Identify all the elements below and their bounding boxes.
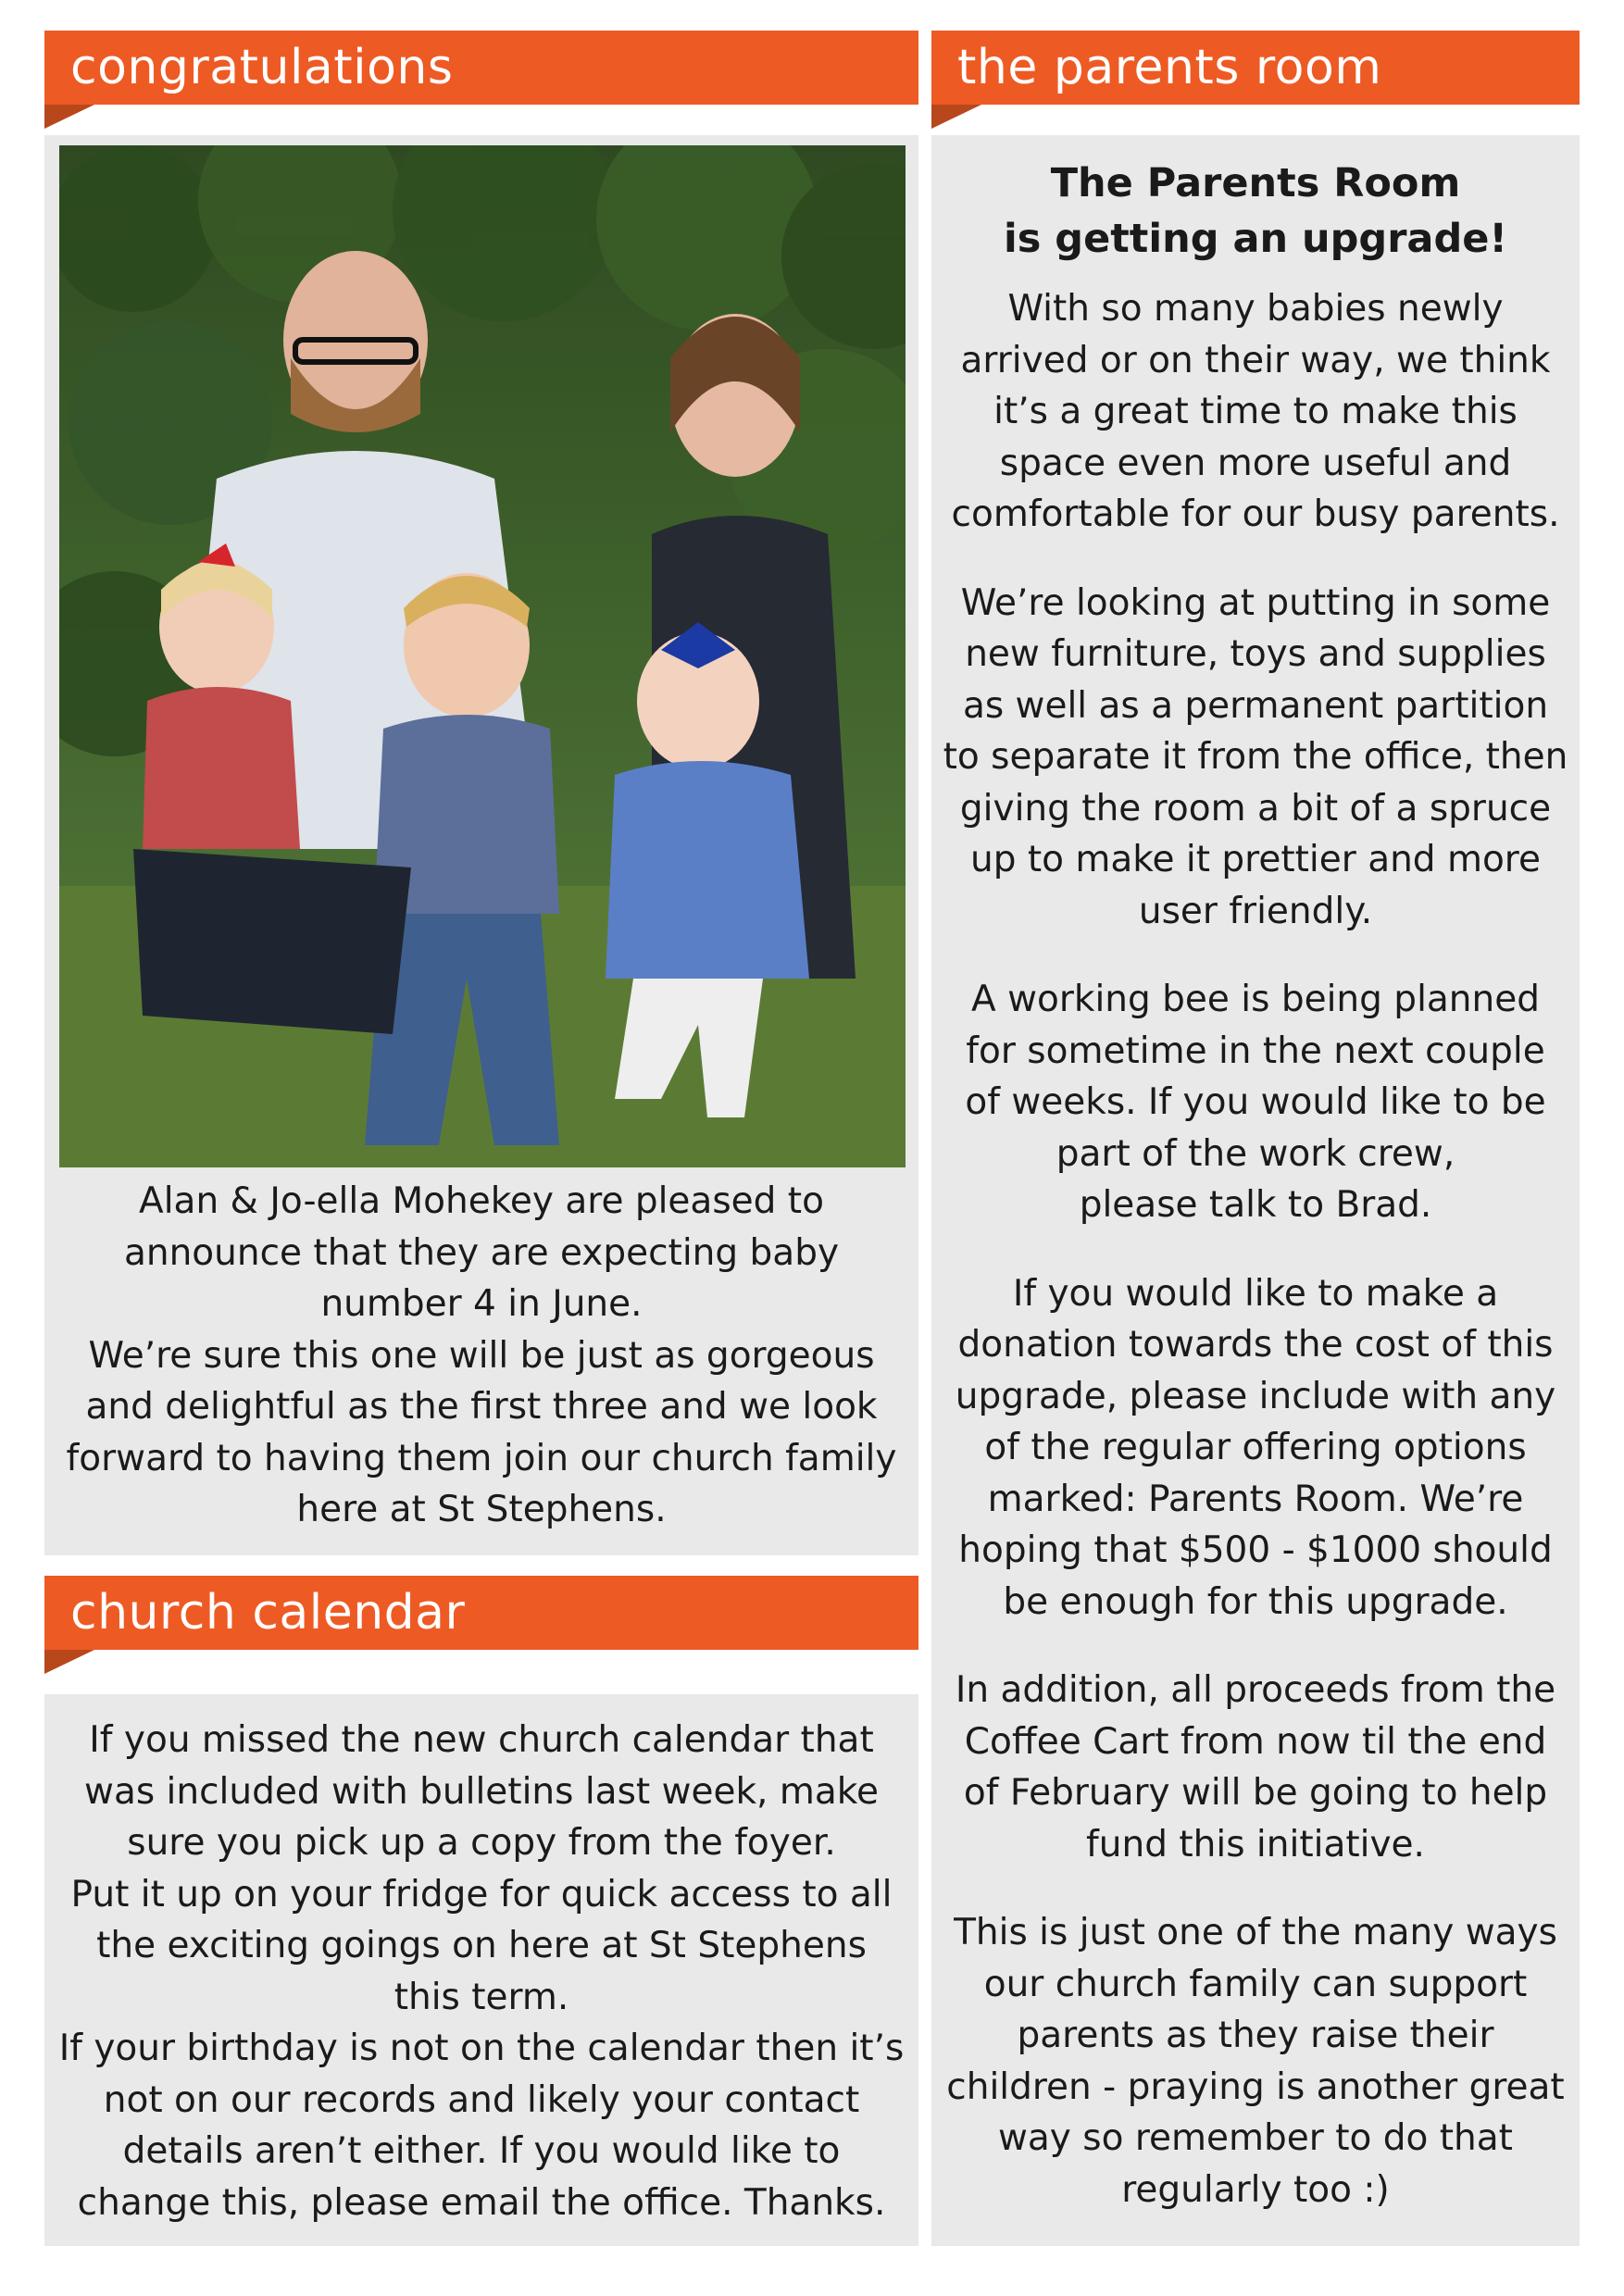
para-line: fund this initiative. [1086, 1823, 1425, 1866]
congrats-line: forward to having them join our church family [66, 1437, 897, 1479]
para-line: to separate it from the office, then [943, 736, 1568, 778]
para-line: parents as they raise their [1017, 2015, 1494, 2056]
congratulations-text [54, 1176, 909, 1536]
calendar-line: change this, please email the office. Thanks. [77, 2181, 886, 2224]
para-line: our church family can support [983, 1963, 1528, 2005]
calendar-line: not on our records and likely your contact [103, 2078, 860, 2121]
para-line: We’re looking at putting in some [960, 581, 1551, 624]
para-line: of the regular offering options [984, 1427, 1527, 1468]
para-line: of February will be going to help [963, 1772, 1548, 1814]
calendar-line: this term. [394, 1976, 569, 2018]
para-line: user friendly. [1138, 890, 1373, 932]
para-line: up to make it prettier and more [970, 839, 1541, 880]
calendar-line: details aren’t either. If you would like to [122, 2130, 841, 2172]
para-line: space even more useful and [999, 442, 1512, 484]
para-line: way so remember to do that [998, 2117, 1513, 2159]
para-line: part of the work crew, [1056, 1132, 1455, 1175]
congrats-line: number 4 in June. [320, 1283, 643, 1325]
para-line: giving the room a bit of a spruce [959, 787, 1552, 830]
banner-fold [44, 1650, 94, 1674]
church-calendar-heading: church calendar [44, 1576, 918, 1650]
para-line: hoping that $500 - $1000 should [958, 1529, 1553, 1571]
calendar-line: the exciting goings on here at St Stephens [96, 1925, 867, 1966]
para-line: This is just one of the many ways [954, 1912, 1557, 1953]
family-photo-icon [59, 145, 906, 1167]
congrats-line: Alan & Jo-ella Mohekey are pleased to [139, 1180, 824, 1222]
para-line: of weeks. If you would like to be [965, 1081, 1546, 1123]
para-line: children - praying is another great [946, 2065, 1565, 2108]
congrats-line: and delightful as the first three and we look [85, 1386, 878, 1428]
calendar-line: sure you pick up a copy from the foyer. [127, 1822, 836, 1864]
para-line: donation towards the cost of this [957, 1324, 1554, 1366]
para-line: please talk to Brad. [1079, 1184, 1432, 1226]
banner-fold [931, 105, 981, 129]
congratulations-heading: congratulations [44, 31, 918, 105]
calendar-line: If you missed the new church calendar that [89, 1719, 874, 1761]
church-calendar-panel [44, 1694, 918, 2246]
paragraph-1 [931, 283, 1580, 541]
banner-fold [44, 105, 94, 129]
para-line: A working bee is being planned [971, 979, 1540, 1020]
calendar-line: If your birthday is not on the calendar then it’s [58, 2028, 905, 2069]
calendar-line: Put it up on your fridge for quick access to all [70, 1873, 893, 1915]
paragraph-6 [931, 1907, 1580, 2215]
paragraph-2 [931, 578, 1580, 938]
para-line: In addition, all proceeds from the [955, 1669, 1556, 1711]
parents-room-title [931, 156, 1580, 267]
parents-room-panel [931, 135, 1580, 2246]
para-line: upgrade, please include with any [955, 1375, 1556, 1417]
paragraph-4 [931, 1268, 1580, 1628]
parents-room-heading: the parents room [931, 31, 1580, 105]
para-line: it’s a great time to make this [993, 391, 1518, 432]
para-line: for sometime in the next couple [966, 1029, 1545, 1072]
title-line: is getting an upgrade! [1003, 216, 1507, 262]
para-line: Coffee Cart from now til the end [964, 1720, 1547, 1763]
para-line: marked: Parents Room. We’re [987, 1478, 1524, 1520]
paragraph-3 [931, 974, 1580, 1231]
para-line: new furniture, toys and supplies [965, 633, 1546, 675]
para-line: be enough for this upgrade. [1003, 1580, 1508, 1623]
para-line: regularly too :) [1121, 2168, 1390, 2211]
congrats-line: here at St Stephens. [296, 1489, 667, 1530]
family-photo [59, 145, 906, 1167]
para-line: If you would like to make a [1012, 1272, 1499, 1315]
para-line: arrived or on their way, we think [960, 339, 1551, 381]
para-line: as well as a permanent partition [962, 684, 1549, 727]
calendar-line: was included with bulletins last week, make [84, 1770, 879, 1813]
para-line: With so many babies newly [1007, 288, 1504, 330]
title-line: The Parents Room [1050, 160, 1461, 206]
congrats-line: We’re sure this one will be just as gorgeous [88, 1334, 875, 1377]
paragraph-5 [931, 1665, 1580, 1870]
para-line: comfortable for our busy parents. [951, 493, 1560, 535]
congrats-line: announce that they are expecting baby [123, 1231, 840, 1274]
